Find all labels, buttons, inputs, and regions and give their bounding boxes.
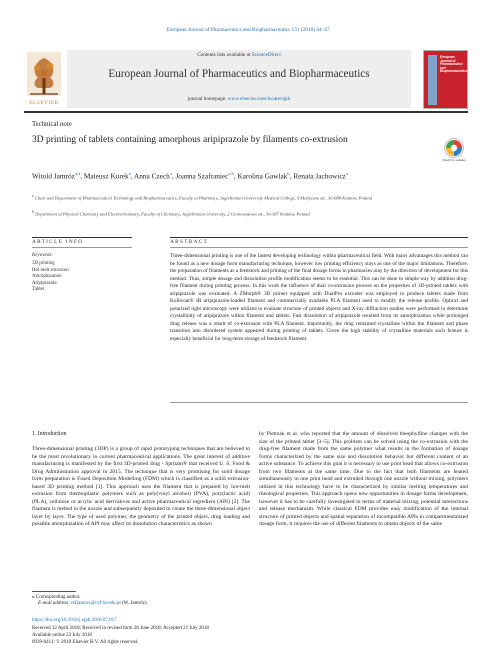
affiliation-a-text: Chair and Department of Pharmaceutical Technology and Biopharmaceutics, Faculty of Pharmacy, Jagiellonian University Medical College, 9 Medyczna str., 30-688 Kraków, Poland	[34, 195, 372, 201]
copyright-line: 0939-6411/ © 2018 Elsevier B.V. All rights reserved.	[32, 640, 139, 645]
corresponding-author-note: ⁎ Corresponding author.	[32, 595, 81, 600]
affiliation-b-text: Department of Physical Chemistry and Electrochemistry, Faculty of Chemistry, Jagiellonian University, 2 Gronostajowa str., 30-387 Kraków, Poland	[35, 211, 310, 217]
journal-title: European Journal of Pharmaceutics and Biopharmaceutics	[108, 68, 370, 80]
footnote-rule	[32, 591, 76, 592]
keyword-list	[32, 261, 69, 294]
author-affiliation-mark[interactable]: b	[287, 171, 290, 176]
elsevier-logo[interactable]	[24, 50, 64, 108]
article-info-subrule	[32, 247, 132, 248]
keyword-item[interactable]: 3D printing	[32, 261, 55, 266]
author-separator: ,	[171, 171, 176, 181]
author-affiliation-mark[interactable]: a	[128, 171, 131, 176]
homepage-prefix: journal homepage:	[187, 96, 228, 102]
crossmark-label: Check for updates	[442, 158, 466, 162]
abstract-subrule	[170, 247, 468, 248]
article-info-rule	[32, 237, 132, 238]
author-name[interactable]: Joanna Szafraniec	[175, 171, 229, 181]
header-rule	[24, 111, 468, 113]
running-head[interactable]: European Journal of Pharmaceutics and Biopharmaceutics 131 (2018) 44–47	[166, 27, 330, 33]
abstract-text: Three-dimensional printing is one of the fastest developing technology within pharmaceutical field. With many advantages this method can be found as a new dosage form manufacturing technique, however low printing efficiency stays as one of the major limitations. Therefore, the preparation of filaments as a feedstock and printing of the final dosage forms in pharmacies may by the direction of development for this method. Thus, simple dosage and dissolution profile modification seems to be essential. This can be done in simple way by addition drug-free filament during printing process. In this work the influence of dual co-extrusion process on the properties of 3D-printed tablets with aripiprazole was evaluated. A ZMorph® 3D printer equipped with DualPro extruder was employed to produce tablets made from Kollicoat® IR aripiprazole-loaded filament and commercially available PLA filament used to modify the release profile. Optical and polarized light microscopy were utilized to evaluate structure of printed objects and X-ray diffraction studies were performed to determine crystallinity of aripiprazole within filament and tablets. Fast dissolution of aripiprazole resulted from its amorphization while prolonged drug release was a result of co-extrusion with PLA filament. Importantly, the drug remained crystalline within the filament and phase transition into disordered system appeared during printing of tablets. Given the high stability of crystalline materials such feature is especially beneficial for long-term storage of feedstock filament.	[170, 253, 468, 342]
affiliation-b-mark: b	[32, 210, 34, 214]
abstract-rule	[170, 237, 468, 238]
affiliation-b	[32, 209, 462, 218]
journal-cover-thumbnail[interactable]	[423, 50, 468, 109]
author-name[interactable]: Renata Jachowicz	[293, 171, 346, 181]
crossmark-badge[interactable]	[440, 137, 468, 165]
author-affiliation-mark[interactable]: a	[345, 171, 348, 176]
keywords-heading: Keywords:	[32, 253, 54, 258]
email-note	[38, 601, 148, 606]
publication-dates	[32, 625, 209, 646]
article-info-heading: ARTICLE INFO	[32, 239, 84, 245]
elsevier-tree-icon	[24, 50, 64, 100]
cover-stripe	[428, 55, 437, 105]
keyword-item[interactable]: Hot melt extrusion	[32, 267, 69, 273]
keyword-item[interactable]: Aripiprazole	[32, 280, 57, 286]
author-affiliation-mark[interactable]: a,b	[228, 171, 234, 176]
author-separator: ,	[289, 171, 294, 181]
doi-link[interactable]: https://doi.org/10.1016/j.ejpb.2018.07.017	[32, 618, 117, 623]
author-list	[32, 168, 452, 182]
crossmark-icon	[440, 137, 468, 159]
author-affiliation-mark[interactable]: a,⁎	[74, 171, 81, 176]
cover-title: European Journal of Pharmaceutics and Biopharmaceutics	[440, 55, 468, 74]
contents-prefix: Contents lists available at	[197, 52, 252, 58]
author-separator: ,	[130, 171, 134, 181]
homepage-line	[67, 96, 411, 102]
body-right-column: by Pietrzak et al. who reported that the amount of dissolved theophylline changes with the size of the printed tablet [3–5]. This problem can be solved using the co-extrusion with the drug-free filament made from the same polymer what results in the formation of dosage forms characterized by the same size and dissolution behavior but different content of an active substance. To achieve this goal it is necessary to use print head that allows co-extrusion from two filaments at the same time. Due to the fact that both filaments are heated simultaneously in one print head and extruded through one nozzle without mixing, polymers utilized in this technology have to be characterized by similar melting temperatures and rheological properties. This approach opens new opportunities in dosage forms development, however it has to be carefully investigated in terms of material mixing, potential interactions and release mechanism. While classical FDM provides easy modification of the internal structure of printed objects and spatial separation of incompatible APIs in compartmentalized dosage form, it requires the use of different filaments to obtain objects of the same	[259, 431, 468, 528]
elsevier-wordmark: ELSEVIER	[29, 100, 59, 106]
author-name[interactable]: Mateusz Kurek	[83, 171, 129, 181]
contents-line	[67, 52, 411, 58]
author-affiliation-mark[interactable]: a	[169, 171, 172, 176]
abstract-heading: ABSTRACT	[170, 239, 209, 245]
received-dates: Received 12 April 2018; Received in revised form 28 June 2018; Accepted 21 July 2018	[32, 626, 209, 631]
keyword-item[interactable]: Tablet	[32, 287, 45, 293]
homepage-link[interactable]: www.elsevier.com/locate/ejpb	[227, 96, 291, 102]
affiliation-a-mark: a	[32, 194, 34, 198]
email-prefix: E-mail address:	[38, 601, 72, 606]
email-link[interactable]: mfjamroz@cyf-kr.edu.pl	[71, 601, 121, 606]
introduction-heading: 1. Introduction	[32, 431, 67, 437]
available-online: Available online 23 July 2018	[32, 633, 92, 638]
keyword-item[interactable]: Amorphization	[32, 274, 62, 280]
body-left-column: Three-dimensional printing (3DP) is a group of rapid prototyping techniques that are believed to be the most revolutionary in current pharmaceutical applications. The great interest of additive manufacturing is manifested by the first 3D-printed drug - Spritam® that received U. S. Food & Drug Administration approval in 2015. The technique that is very promising for solid dosage form preparation is Fused Deposition Modelling (FDM) which is classified as a solid extrusion-based 3D printing method [1]. This approach uses the filament that is prepared by hot-melt extrusion from thermoplastic polymers such as poly(vinyl alcohol) (PVA), poly(lactic acid) (PLA), cellulose or acrylic acid derivatives and active pharmaceutical ingredient (API) [2]. The filament is melted in the nozzle and subsequently deposited to create the three-dimensional object layer by layer. The type of used polymer, the geometry of the printed object, drug loading and possible amorphization of API may affect its dissolution characteristics as shown	[32, 446, 250, 528]
email-suffix: (W. Jamróz).	[120, 601, 148, 606]
author-name[interactable]: Karolina Gawlak	[237, 171, 288, 181]
abstract-end-rule	[170, 402, 468, 403]
author-separator: ,	[80, 171, 84, 181]
article-title: 3D printing of tablets containing amorphous aripiprazole by filaments co-extrusion	[32, 135, 348, 145]
author-separator: ,	[233, 171, 238, 181]
author-name[interactable]: Anna Czech	[133, 171, 170, 181]
affiliation-a	[32, 193, 462, 202]
sciencedirect-link[interactable]: ScienceDirect	[251, 52, 281, 58]
article-type: Technical note	[32, 121, 72, 128]
author-name[interactable]: Witold Jamróz	[32, 171, 75, 181]
